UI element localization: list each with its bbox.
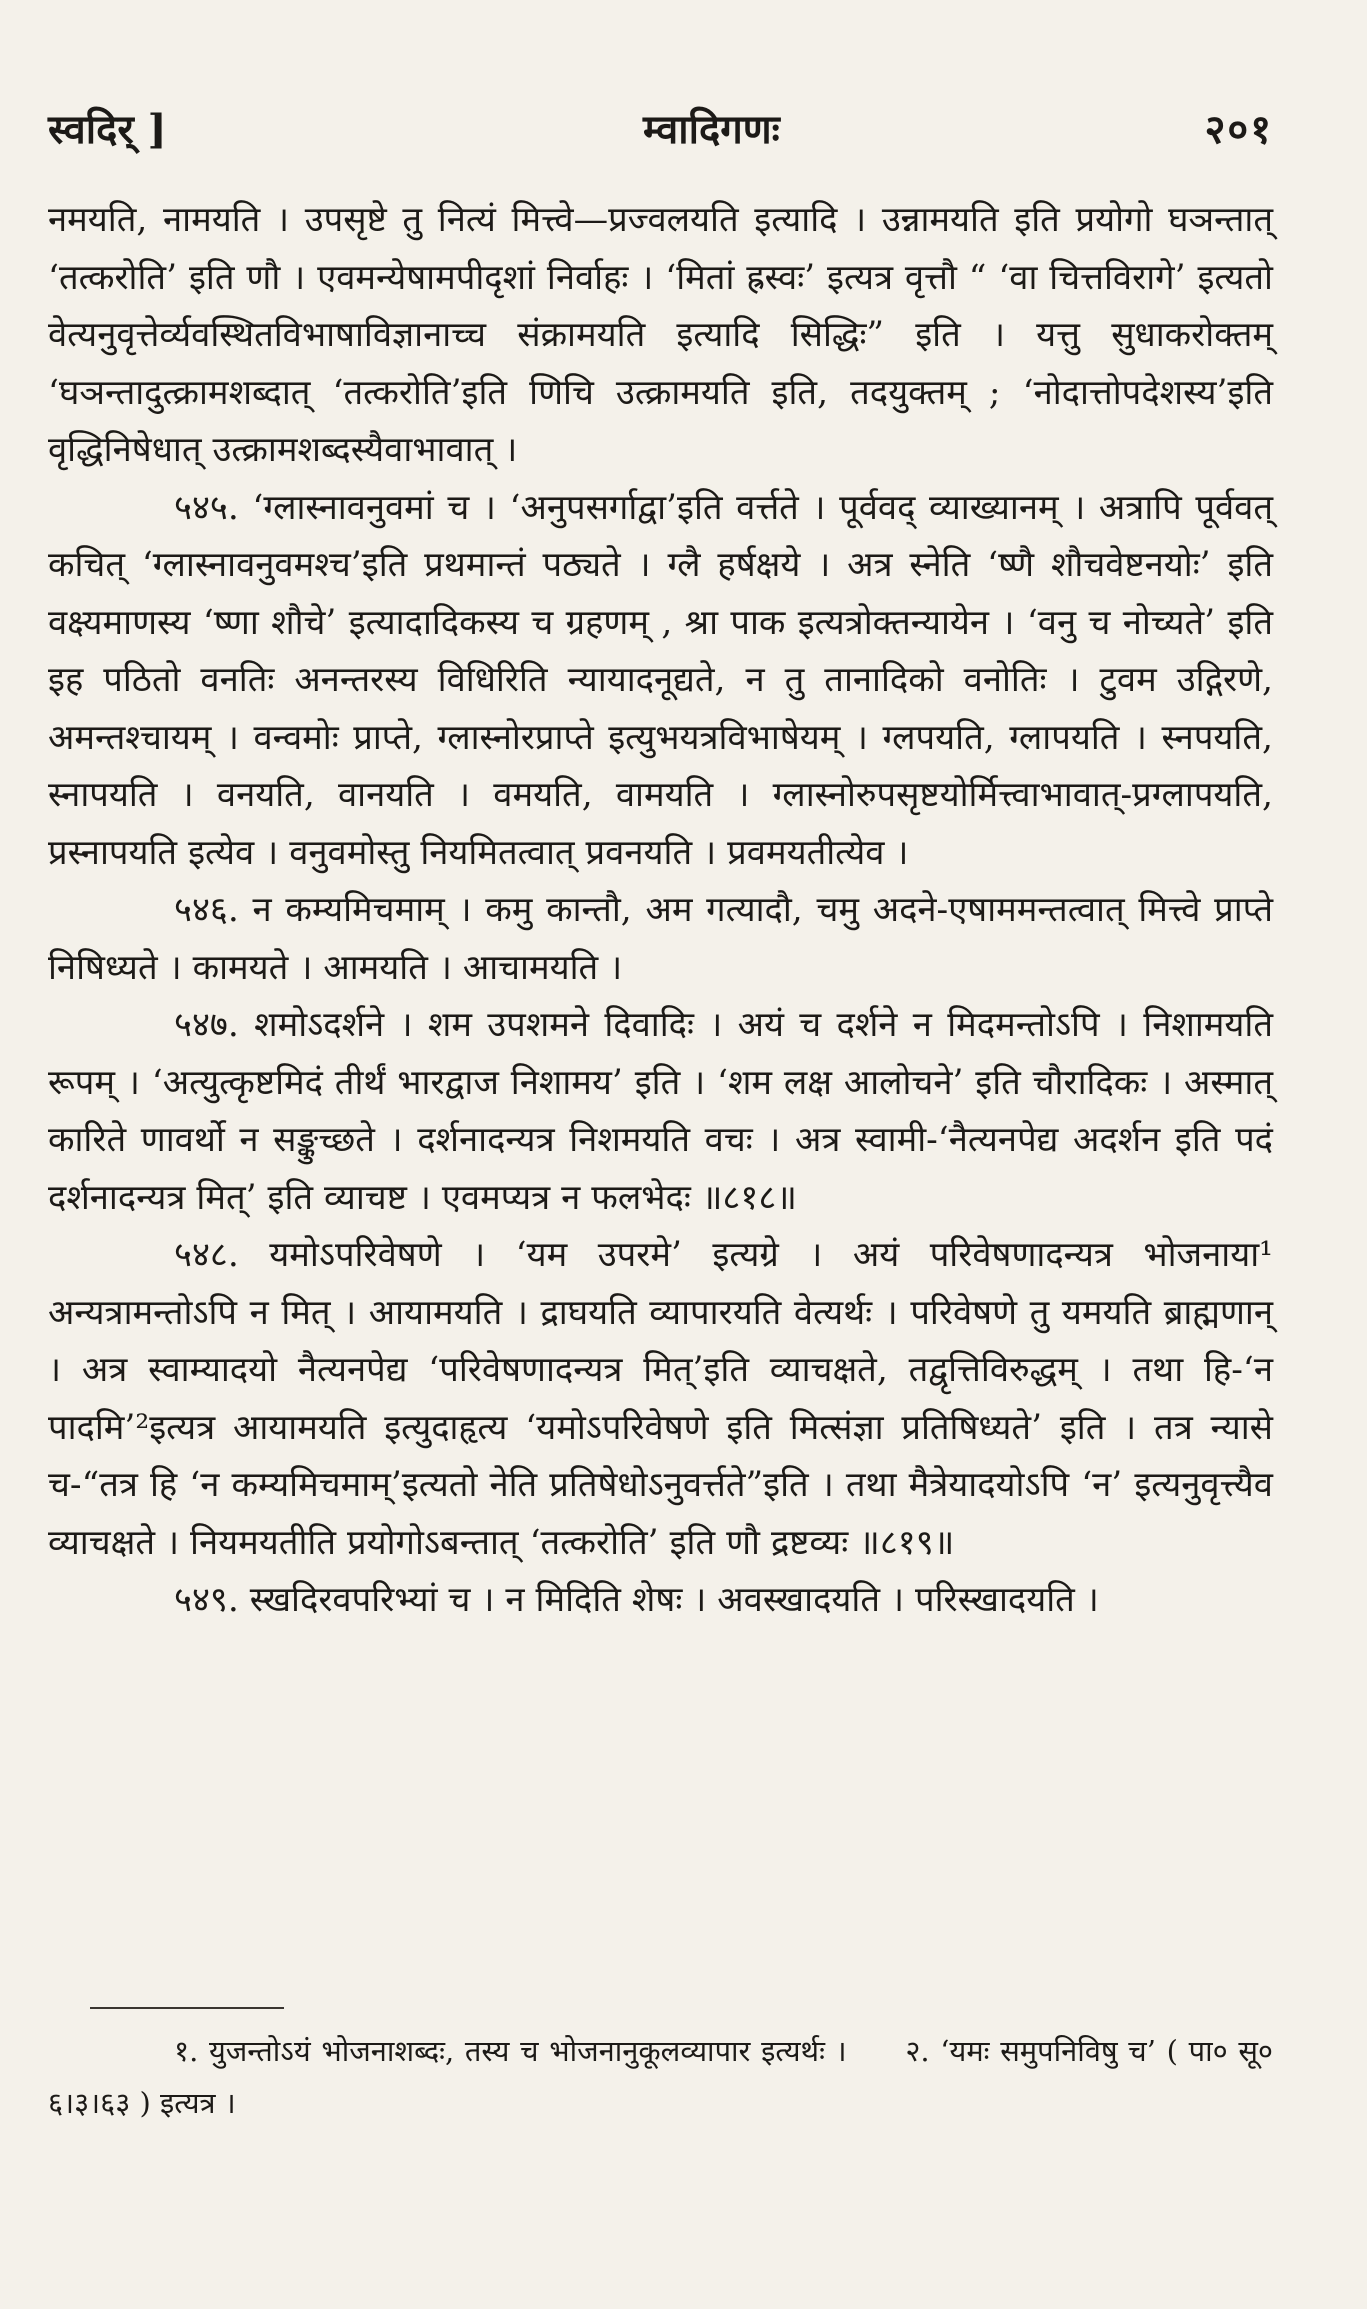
paragraph-continuation [48,192,1273,480]
sutra-number: ५४८. [174,1235,239,1275]
sutra-546 [48,882,1273,997]
header-chapter-title: म्वादिगणः [643,106,780,153]
header-section-title: स्वदिर् ] [48,106,167,153]
footnote-2: २. ‘यमः समुपनिविषु च’ ( पा० सू० ६।३।६३ ) इत्यत्र । [48,2034,1274,2120]
main-text [48,192,1273,1630]
footnote-separator [90,2007,284,2009]
sutra-text: शमोऽदर्शने । शम उपशमने दिवादिः । अयं च दर्शने न मिदमन्तोऽपि । निशामयति रूपम् । ‘अत्युत्कृष्टमिदं तीर्थं भारद्वाज निशामय’ इति । ‘शम लक्ष आलोचने’ इति चौरादिकः । अस्मात् कारिते णावर्थो न सङ्कुच्छते । दर्शनादन्यत्र निशमयति वचः । अत्र स्वामी-‘नैत्यनपेद्य अदर्शन इति पदं दर्शनादन्यत्र मित्’ इति व्याचष्ट । एवमप्यत्र न फलभेदः ॥८१८॥ [48,1005,1273,1218]
sutra-text: न कम्यमिचमाम् । कमु कान्तौ, अम गत्यादौ, चमु अदने-एषाममन्तत्वात् मित्त्वे प्राप्ते निषिध्यते । कामयते । आमयति । आचामयति । [48,890,1273,988]
paragraph-text: नमयति, नामयति । उपसृष्टे तु नित्यं मित्त्वे—प्रज्वलयति इत्यादि । उन्नामयति इति प्रयोगो घञन्तात् ‘तत्करोति’ इति णौ । एवमन्येषामपीदृशां निर्वाहः । ‘मितां ह्रस्वः’ इत्यत्र वृत्तौ “ ‘वा चित्तविरागे’ इत्यतो वेत्यनुवृत्तेर्व्यवस्थितविभाषाविज्ञानाच्च संक्रामयति इत्यादि सिद्धिः” इति । यत्तु सुधाकरोक्तम् ‘घञन्तादुत्क्रामशब्दात् ‘तत्करोति’इति णिचि उत्क्रामयति इति, तदयुक्तम् ; ‘नोदात्तोपदेशस्य’इति वृद्धिनिषेधात् उत्क्रामशब्दस्यैवाभावात् । [48,200,1273,470]
sutra-number: ५४६. [174,890,239,930]
sutra-text: यमोऽपरिवेषणे । ‘यम उपरमे’ इत्यग्रे । अयं परिवेषणादन्यत्र भोजनाया¹ अन्यत्रामन्तोऽपि न मित् । आयामयति । द्राघयति व्यापारयति वेत्यर्थः । परिवेषणे तु यमयति ब्राह्मणान् । अत्र स्वाम्यादयो नैत्यनपेद्य ‘परिवेषणादन्यत्र मित्’इति व्याचक्षते, तद्वृत्तिविरुद्धम् । तथा हि-‘न पादमि’²इत्यत्र आयामयति इत्युदाहृत्य ‘यमोऽपरिवेषणे इति मित्संज्ञा प्रतिषिध्यते’ इति । तत्र न्यासे च-“तत्र हि ‘न कम्यमिचमाम्’इत्यतो नेति प्रतिषेधोऽनुवर्त्तते”इति । तथा मैत्रेयादयोऽपि ‘न’ इत्यनुवृत्त्यैव व्याचक्षते । नियमयतीति प्रयोगोऽबन्तात् ‘तत्करोति’ इति णौ द्रष्टव्यः ॥८१९॥ [48,1235,1273,1563]
running-header [48,100,1273,160]
sutra-text: स्खदिरवपरिभ्यां च । न मिदिति शेषः । अवस्खादयति । परिस्खादयति । [249,1580,1099,1620]
sutra-number: ५४७. [174,1005,239,1045]
sutra-547 [48,997,1273,1227]
sutra-548 [48,1227,1273,1572]
footnote-1: १. युजन्तोऽयं भोजनाशब्दः, तस्य च भोजनानुकूलव्यापार इत्यर्थः । [174,2034,847,2068]
sutra-text: ‘ग्लास्नावनुवमां च । ‘अनुपसर्गाद्वा’इति वर्त्तते । पूर्ववद् व्याख्यानम् । अत्रापि पूर्ववत् कचित् ‘ग्लास्नावनुवमश्च’इति प्रथमान्तं पठ्यते । ग्लै हर्षक्षये । अत्र स्नेति ‘ष्णै शौचवेष्टनयोः’ इति वक्ष्यमाणस्य ‘ष्णा शौचे’ इत्यादादिकस्य च ग्रहणम् , श्रा पाक इत्यत्रोक्तन्यायेन । ‘वनु च नोच्यते’ इति इह पठितो वनतिः अनन्तरस्य विधिरिति न्यायादनूद्यते, न तु तानादिको वनोतिः । टुवम उद्गिरणे, अमन्तश्चायम् । वन्वमोः प्राप्ते, ग्लास्नोरप्राप्ते इत्युभयत्रविभाषेयम् । ग्लपयति, ग्लापयति । स्नपयति, स्नापयति । वनयति, वानयति । वमयति, वामयति । ग्लास्नोरुपसृष्टयोर्मित्त्वाभावात्-प्रग्लापयति, प्रस्नापयति इत्येव । वनुवमोस्तु नियमितत्वात् प्रवनयति । प्रवमयतीत्येव । [48,487,1274,873]
sutra-545 [48,480,1273,883]
sutra-number: ५४९. [174,1580,239,1620]
sutra-number: ५४५. [174,487,239,528]
sutra-549 [48,1572,1273,1630]
page-number: २०१ [1204,106,1273,153]
footnotes [48,2025,1273,2129]
